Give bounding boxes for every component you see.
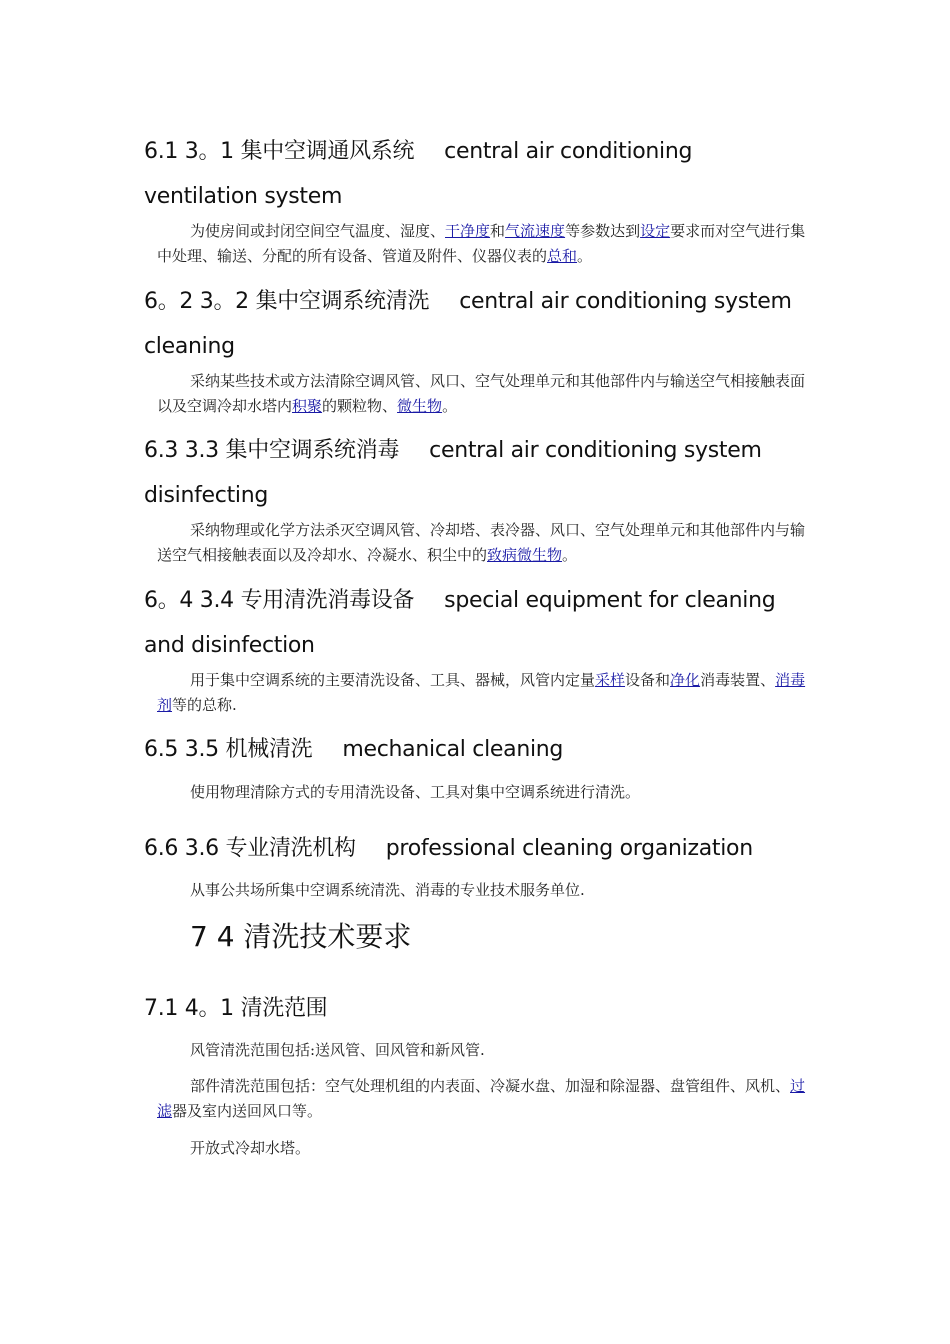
paragraph-6-4: 用于集中空调系统的主要清洗设备、工具、器械，风管内定量采样设备和净化消毒装置、消毒剂等的总称.: [157, 671, 806, 714]
link-disinfectant[interactable]: 消毒剂: [157, 671, 806, 714]
link-purification[interactable]: 净化: [670, 671, 701, 689]
paragraph-6-1: 为使房间或封闭空间空气温度、湿度、干净度和气流速度等参数达到设定要求而对空气进行集中处理、输送、分配的所有设备、管道及附件、仪器仪表的总和。: [157, 222, 806, 265]
link-filter[interactable]: 过滤: [157, 1077, 806, 1120]
section-heading-6-3: [144, 433, 824, 464]
link-setpoint[interactable]: 设定: [640, 222, 671, 240]
section-number-title: 6。4 3.4 专用清洗消毒设备: [144, 588, 415, 613]
chapter-heading-7: 7 4 清洗技术要求: [190, 920, 412, 953]
section-number-title: 6。2 3。2 集中空调系统清洗: [144, 289, 430, 314]
section-english-title: central air conditioning system: [459, 289, 792, 314]
section-english-title: professional cleaning organization: [385, 836, 753, 861]
paragraph-7-1-cooling-tower: 开放式冷却水塔。: [190, 1139, 311, 1157]
paragraph-7-1-ducts: 风管清洗范围包括:送风管、回风管和新风管.: [190, 1041, 485, 1059]
section-english-title-continued: cleaning: [144, 334, 235, 359]
paragraph-6-3: 采纳物理或化学方法杀灭空调风管、冷却塔、表冷器、风口、空气处理单元和其他部件内与输送空气相接触表面以及冷却水、冷凝水、积尘中的致病微生物。: [157, 521, 806, 564]
section-heading-6-4: [144, 583, 824, 614]
section-number-title: 6.5 3.5 机械清洗: [144, 737, 313, 762]
section-heading-6-2: [144, 284, 824, 315]
section-number-title: 6.3 3.3 集中空调系统消毒: [144, 438, 400, 463]
link-sampling[interactable]: 采样: [595, 671, 626, 689]
paragraph-7-1-components: 部件清洗范围包括：空气处理机组的内表面、冷凝水盘、加湿和除湿器、盘管组件、风机、过滤器及室内送回风口等。: [157, 1077, 806, 1120]
paragraph-6-6: 从事公共场所集中空调系统清洗、消毒的专业技术服务单位.: [190, 881, 585, 899]
link-sum[interactable]: 总和: [547, 247, 578, 265]
section-english-title: special equipment for cleaning: [444, 588, 776, 613]
section-heading-6-5: [144, 732, 824, 763]
link-pathogenic-microorganism[interactable]: 致病微生物: [487, 546, 563, 564]
section-english-title-continued: ventilation system: [144, 184, 343, 209]
section-number-title: 6.1 3。1 集中空调通风系统: [144, 139, 415, 164]
link-accumulation[interactable]: 积聚: [292, 397, 323, 415]
paragraph-6-2: 采纳某些技术或方法清除空调风管、风口、空气处理单元和其他部件内与输送空气相接触表面以及空调冷却水塔内积聚的颗粒物、微生物。: [157, 372, 806, 415]
section-number-title: 7.1 4。1 清洗范围: [144, 996, 328, 1021]
paragraph-6-5: 使用物理清除方式的专用清洗设备、工具对集中空调系统进行清洗。: [190, 783, 641, 801]
section-english-title-continued: disinfecting: [144, 483, 269, 508]
section-english-title-continued: and disinfection: [144, 633, 315, 658]
section-heading-6-1: [144, 134, 824, 165]
link-airflow-velocity[interactable]: 气流速度: [505, 222, 566, 240]
section-heading-7-1: [144, 991, 824, 1022]
section-number-title: 6.6 3.6 专业清洗机构: [144, 836, 356, 861]
section-english-title: central air conditioning system: [429, 438, 762, 463]
section-heading-6-6: [144, 831, 824, 862]
section-english-title: central air conditioning: [444, 139, 693, 164]
link-cleanliness[interactable]: 干净度: [445, 222, 491, 240]
section-english-title: mechanical cleaning: [342, 737, 564, 762]
link-microorganism[interactable]: 微生物: [397, 397, 443, 415]
